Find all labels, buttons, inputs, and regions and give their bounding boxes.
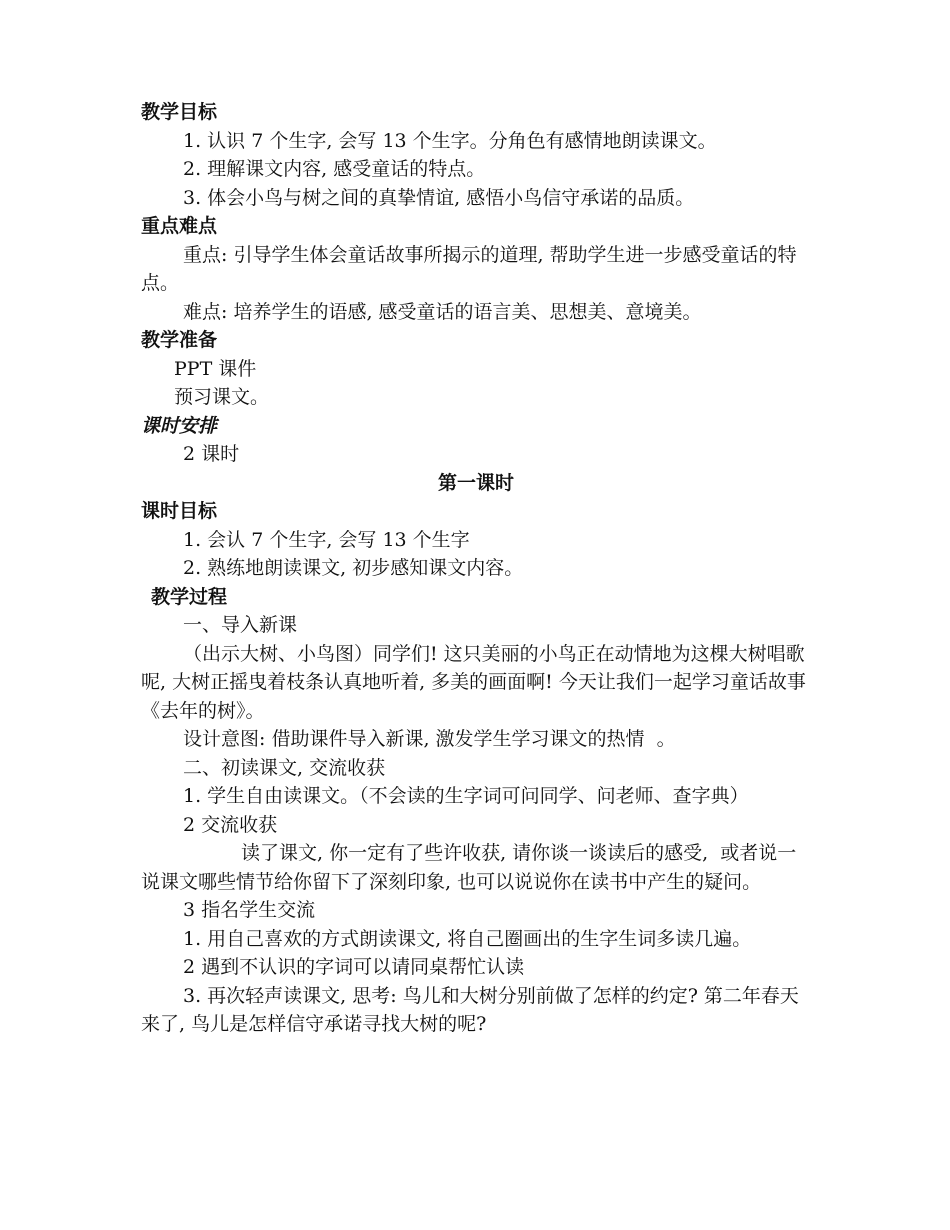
step2-sub-2: 2 遇到不认识的字词可以请同桌帮忙认读 xyxy=(183,956,525,978)
step2-sub-3: 3. 再次轻声读课文, 思考: 鸟儿和大树分别前做了怎样的约定? 第二年春天来了, 鸟儿是怎样信守承诺寻找大树的呢? xyxy=(141,984,799,1035)
step2-item-1: 1. 学生自由读课文。（不会读的生字词可问同学、问老师、查字典） xyxy=(183,785,749,807)
preparation-item-2: 预习课文。 xyxy=(174,386,270,408)
step2-sub-1: 1. 用自己喜欢的方式朗读课文, 将自己圈画出的生字生词多读几遍。 xyxy=(183,927,752,950)
step1-design-note: 设计意图: 借助课件导入新课, 激发学生学习课文的热情 。 xyxy=(183,728,676,750)
lesson-goals-heading: 课时目标 xyxy=(141,500,218,522)
step1-text: （出示大树、小鸟图）同学们! 这只美丽的小鸟正在动情地为这棵大树唱歌呢, 大树正摇曳着枝条认真地听着, 多美的画面啊! 今天让我们一起学习童话故事《去年的树》。 xyxy=(141,642,806,722)
key-point-focus: 重点: 引导学生体会童话故事所揭示的道理, 帮助学生进一步感受童话的特点。 xyxy=(141,243,797,294)
objective-item-2: 2. 理解课文内容, 感受童话的特点。 xyxy=(183,158,486,180)
objective-item-3: 3. 体会小鸟与树之间的真挚情谊, 感悟小鸟信守承诺的品质。 xyxy=(183,186,695,209)
schedule-value: 2 课时 xyxy=(183,443,240,465)
objectives-heading: 教学目标 xyxy=(141,101,218,123)
step2-title: 二、初读课文, 交流收获 xyxy=(183,756,386,779)
lesson-plan-body xyxy=(141,98,811,1039)
lesson-goal-1: 1. 会认 7 个生字, 会写 13 个生字 xyxy=(183,528,470,551)
key-points-heading: 重点难点 xyxy=(141,215,218,237)
preparation-item-1: PPT 课件 xyxy=(174,357,257,380)
step2-prompt: 读了课文, 你一定有了些许收获, 请你谈一谈读后的感受, 或者说一说课文哪些情节给你留下了深刻印象, 也可以说说你在读书中产生的疑问。 xyxy=(141,842,797,893)
schedule-heading: 课时安排 xyxy=(141,414,218,437)
key-point-difficulty: 难点: 培养学生的语感, 感受童话的语言美、思想美、意境美。 xyxy=(183,300,702,323)
objective-item-1: 1. 认识 7 个生字, 会写 13 个生字。分角色有感情地朗读课文。 xyxy=(183,129,717,152)
lesson-one-title: 第一课时 xyxy=(437,471,514,494)
step2-item-3: 3 指名学生交流 xyxy=(183,899,316,921)
lesson-goal-2: 2. 熟练地朗读课文, 初步感知课文内容。 xyxy=(183,557,524,579)
preparation-heading: 教学准备 xyxy=(141,329,218,351)
step2-item-2: 2 交流收获 xyxy=(183,813,278,836)
process-heading: 教学过程 xyxy=(151,585,228,608)
step1-title: 一、导入新课 xyxy=(183,614,298,636)
